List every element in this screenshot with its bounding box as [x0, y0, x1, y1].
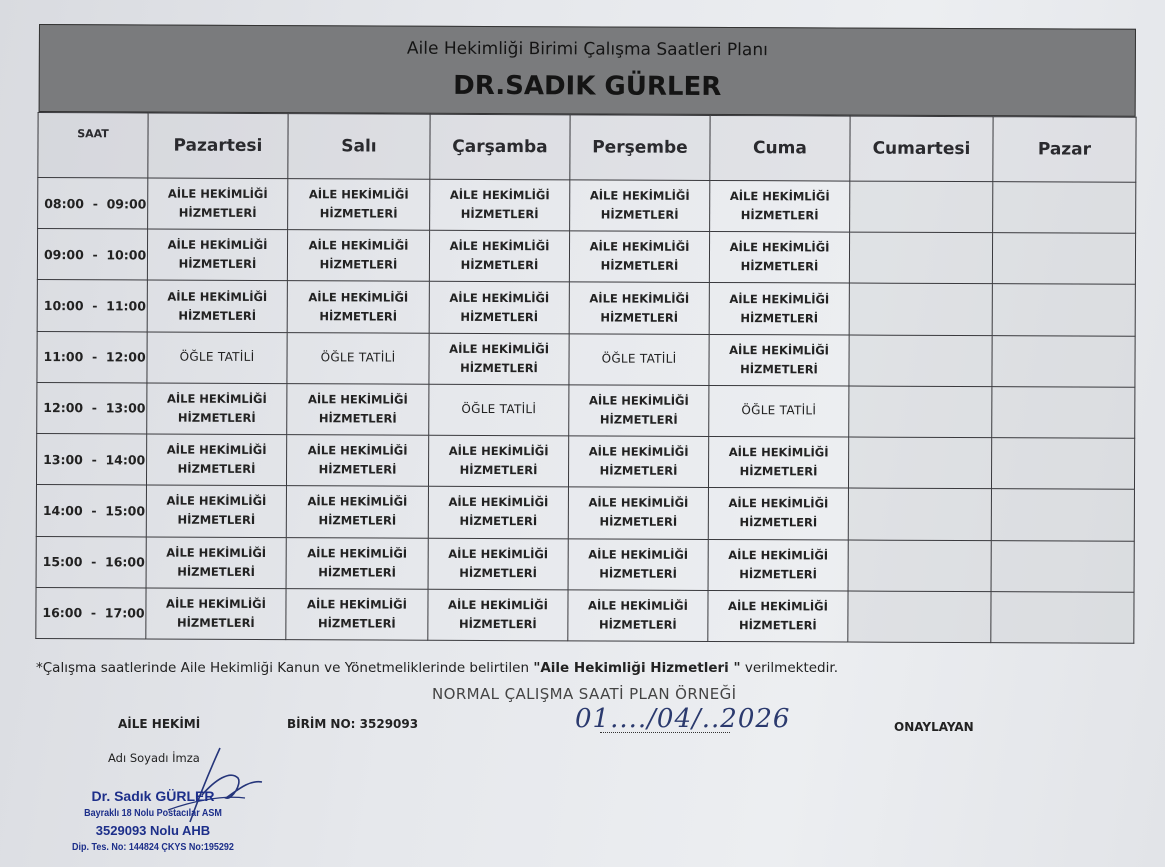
table-row — [36, 587, 1134, 643]
service-cell — [709, 283, 849, 335]
service-cell — [147, 383, 287, 435]
lunch-cell: ÖĞLE TATİLİ — [569, 333, 709, 385]
doctor-stamp — [58, 788, 248, 856]
service-text-line1: AİLE HEKİMLİĞİ — [728, 598, 828, 614]
service-text-line1: AİLE HEKİMLİĞİ — [449, 187, 550, 203]
service-text-line2: HİZMETLERİ — [598, 617, 677, 632]
service-text-line2: HİZMETLERİ — [600, 207, 679, 222]
service-cell — [429, 333, 569, 385]
service-text-line2: HİZMETLERİ — [318, 411, 397, 426]
handwritten-date: 01..../04/..2026 — [575, 704, 791, 734]
birim-no-label: BİRİM NO: 3529093 — [287, 717, 419, 731]
day-header: Cuma — [710, 115, 850, 181]
service-cell — [288, 179, 430, 231]
service-text-line2: HİZMETLERİ — [600, 310, 679, 325]
service-text-line1: AİLE HEKİMLİĞİ — [167, 289, 268, 304]
day-header: Cumartesi — [850, 116, 993, 182]
service-cell — [568, 487, 708, 539]
service-text-line1: AİLE HEKİMLİĞİ — [589, 188, 690, 203]
service-cell — [569, 282, 709, 334]
service-cell — [568, 436, 708, 488]
service-cell — [430, 179, 570, 231]
table-row — [37, 382, 1135, 438]
service-text-line1: AİLE HEKİMLİĞİ — [166, 545, 267, 560]
table-row — [36, 485, 1134, 541]
stamp-unit: 3529093 Nolu AHB — [95, 823, 211, 838]
service-text-line1: AİLE HEKİMLİĞİ — [729, 291, 830, 307]
service-cell — [146, 434, 286, 486]
service-text-line1: AİLE HEKİMLİĞİ — [307, 494, 408, 510]
service-text-line1: AİLE HEKİMLİĞİ — [167, 237, 268, 253]
service-text-line1: AİLE HEKİMLİĞİ — [448, 546, 549, 561]
weekend-empty-cell — [991, 489, 1134, 541]
service-cell — [429, 282, 569, 334]
service-cell — [428, 538, 568, 590]
service-text-line1: AİLE HEKİMLİĞİ — [449, 239, 550, 254]
service-text-line2: HİZMETLERİ — [739, 464, 818, 479]
stamp-asm: Bayraklı 18 Nolu Postacılar ASM — [84, 808, 222, 819]
service-text-line1: AİLE HEKİMLİĞİ — [308, 238, 409, 253]
service-text-line1: AİLE HEKİMLİĞİ — [729, 342, 830, 358]
weekend-empty-cell — [848, 437, 991, 489]
footnote-end-text: verilmektedir. — [740, 660, 838, 676]
time-slot: 09:00 - 10:00 — [37, 229, 147, 281]
day-header: Pazar — [993, 117, 1136, 183]
service-text-line1: AİLE HEKİMLİĞİ — [588, 495, 689, 511]
service-text-line2: HİZMETLERİ — [740, 208, 819, 223]
service-text-line2: HİZMETLERİ — [177, 564, 256, 579]
day-header: Çarşamba — [430, 114, 570, 180]
service-text-line2: HİZMETLERİ — [600, 258, 679, 274]
service-text-line2: HİZMETLERİ — [460, 309, 539, 324]
service-text-line2: HİZMETLERİ — [318, 513, 397, 529]
service-text-line1: AİLE HEKİMLİĞİ — [589, 290, 690, 306]
table-row — [36, 536, 1134, 592]
service-text-line2: HİZMETLERİ — [599, 514, 678, 530]
service-cell — [287, 383, 429, 435]
service-text-line2: HİZMETLERİ — [319, 206, 398, 221]
weekend-empty-cell — [849, 232, 992, 284]
service-text-line1: AİLE HEKİMLİĞİ — [729, 189, 830, 204]
service-text-line2: HİZMETLERİ — [599, 566, 677, 581]
stamp-diploma: Dip. Tes. No: 144824 ÇKYS No:195292 — [72, 842, 234, 853]
service-cell — [286, 588, 428, 640]
time-slot: 13:00 - 14:00 — [36, 434, 146, 486]
service-text-line1: AİLE HEKİMLİĞİ — [166, 596, 266, 611]
aile-hekimi-label: AİLE HEKİMİ — [118, 717, 201, 731]
service-text-line1: AİLE HEKİMLİĞİ — [166, 442, 267, 458]
service-text-line1: AİLE HEKİMLİĞİ — [448, 444, 549, 459]
service-cell — [708, 539, 848, 591]
weekend-empty-cell — [991, 591, 1134, 643]
service-text-line2: HİZMETLERİ — [459, 514, 538, 529]
service-cell — [710, 180, 850, 232]
time-slot: 16:00 - 17:00 — [36, 587, 146, 639]
weekend-empty-cell — [993, 182, 1136, 234]
normal-plan-caption: NORMAL ÇALIŞMA SAATİ PLAN ÖRNEĞİ — [432, 685, 737, 703]
time-slot: 15:00 - 16:00 — [36, 536, 146, 588]
lunch-cell: ÖĞLE TATİLİ — [709, 385, 849, 437]
weekend-empty-cell — [849, 386, 992, 438]
service-cell — [148, 178, 288, 230]
header-row — [38, 113, 1136, 183]
service-cell — [568, 538, 708, 590]
service-cell — [708, 437, 848, 489]
service-text-line1: AİLE HEKİMLİĞİ — [166, 391, 267, 407]
time-slot: 11:00 - 12:00 — [37, 331, 147, 383]
service-cell — [708, 590, 848, 642]
weekend-empty-cell — [848, 591, 991, 643]
table-row — [37, 280, 1135, 336]
day-header: Perşembe — [570, 115, 710, 181]
service-cell — [146, 537, 286, 589]
service-text-line2: HİZMETLERİ — [319, 308, 398, 324]
service-text-line1: AİLE HEKİMLİĞİ — [728, 547, 829, 563]
service-text-line2: HİZMETLERİ — [318, 462, 397, 477]
service-text-line1: AİLE HEKİMLİĞİ — [307, 545, 408, 561]
service-text-line2: HİZMETLERİ — [599, 412, 678, 427]
service-cell — [709, 232, 849, 284]
service-cell — [147, 280, 287, 332]
service-cell — [146, 588, 286, 640]
service-text-line2: HİZMETLERİ — [740, 310, 819, 325]
service-text-line2: HİZMETLERİ — [319, 257, 398, 272]
service-text-line1: AİLE HEKİMLİĞİ — [166, 494, 267, 509]
footnote-bold-text: "Aile Hekimliği Hizmetleri " — [533, 660, 741, 676]
service-text-line2: HİZMETLERİ — [738, 617, 817, 633]
service-text-line1: AİLE HEKİMLİĞİ — [449, 341, 550, 357]
service-text-line2: HİZMETLERİ — [460, 258, 539, 273]
service-text-line2: HİZMETLERİ — [458, 616, 537, 632]
stamp-name: Dr. Sadık GÜRLER — [91, 788, 215, 804]
service-text-line1: AİLE HEKİMLİĞİ — [307, 597, 407, 612]
weekend-empty-cell — [991, 438, 1134, 490]
service-text-line1: AİLE HEKİMLİĞİ — [729, 240, 830, 255]
service-cell — [709, 334, 849, 386]
service-text-line2: HİZMETLERİ — [176, 615, 255, 630]
service-text-line1: AİLE HEKİMLİĞİ — [728, 445, 829, 460]
lunch-cell: ÖĞLE TATİLİ — [287, 332, 429, 384]
service-text-line1: AİLE HEKİMLİĞİ — [448, 597, 548, 613]
service-text-line2: HİZMETLERİ — [460, 360, 538, 375]
service-text-line2: HİZMETLERİ — [177, 410, 256, 425]
weekend-empty-cell — [992, 335, 1135, 387]
service-text-line2: HİZMETLERİ — [599, 463, 678, 479]
weekend-empty-cell — [849, 283, 992, 335]
saat-header: SAAT — [38, 113, 148, 178]
service-cell — [428, 435, 568, 487]
title-band — [39, 24, 1136, 117]
service-text-line2: HİZMETLERİ — [740, 259, 819, 274]
service-text-line1: AİLE HEKİMLİĞİ — [588, 547, 689, 562]
service-cell — [429, 230, 569, 282]
service-text-line2: HİZMETLERİ — [317, 616, 396, 631]
service-cell — [428, 487, 568, 539]
service-text-line1: AİLE HEKİMLİĞİ — [728, 496, 829, 511]
time-slot: 14:00 - 15:00 — [36, 485, 146, 537]
lunch-cell: ÖĞLE TATİLİ — [147, 332, 287, 384]
weekend-empty-cell — [848, 540, 991, 592]
table-row — [38, 178, 1136, 234]
doctor-name: DR.SADIK GÜRLER — [453, 70, 722, 102]
service-text-line1: AİLE HEKİMLİĞİ — [307, 443, 408, 458]
service-text-line1: AİLE HEKİMLİĞİ — [307, 392, 408, 407]
service-text-line2: HİZMETLERİ — [459, 565, 537, 580]
service-cell — [568, 590, 708, 642]
service-text-line2: HİZMETLERİ — [460, 206, 539, 222]
service-cell — [708, 488, 848, 540]
service-text-line1: AİLE HEKİMLİĞİ — [449, 290, 550, 305]
service-text-line2: HİZMETLERİ — [177, 513, 256, 528]
schedule-table — [35, 112, 1136, 644]
weekend-empty-cell — [992, 233, 1135, 285]
weekend-empty-cell — [992, 284, 1135, 336]
service-text-line1: AİLE HEKİMLİĞİ — [588, 393, 689, 408]
weekend-empty-cell — [848, 488, 991, 540]
weekend-empty-cell — [850, 181, 993, 233]
service-text-line2: HİZMETLERİ — [739, 566, 817, 582]
service-text-line1: AİLE HEKİMLİĞİ — [588, 444, 689, 460]
service-cell — [286, 486, 428, 538]
table-row — [37, 331, 1135, 387]
service-text-line2: HİZMETLERİ — [178, 308, 257, 323]
lunch-cell: ÖĞLE TATİLİ — [429, 384, 569, 436]
weekend-empty-cell — [849, 335, 992, 387]
weekend-empty-cell — [991, 540, 1134, 592]
table-row — [36, 434, 1134, 490]
service-cell — [287, 281, 429, 333]
weekend-empty-cell — [992, 387, 1135, 439]
service-text-line1: AİLE HEKİMLİĞİ — [167, 186, 268, 202]
service-text-line1: AİLE HEKİMLİĞİ — [448, 495, 549, 510]
adi-soyadi-imza-label: Adı Soyadı İmza — [108, 751, 200, 765]
onaylayan-label: ONAYLAYAN — [894, 720, 974, 734]
service-text-line2: HİZMETLERİ — [740, 361, 818, 377]
service-text-line1: AİLE HEKİMLİĞİ — [589, 239, 690, 255]
service-cell — [287, 230, 429, 282]
table-row — [37, 229, 1135, 285]
service-cell — [569, 385, 709, 437]
service-text-line2: HİZMETLERİ — [739, 515, 818, 530]
footnote — [36, 660, 838, 676]
service-cell — [428, 589, 568, 641]
service-text-line1: AİLE HEKİMLİĞİ — [588, 598, 688, 613]
service-cell — [147, 229, 287, 281]
service-text-line1: AİLE HEKİMLİĞİ — [308, 289, 409, 305]
service-cell — [146, 485, 286, 537]
day-header: Salı — [288, 114, 430, 180]
service-text-line1: AİLE HEKİMLİĞİ — [308, 187, 409, 202]
document-title: Aile Hekimliği Birimi Çalışma Saatleri Planı — [406, 38, 768, 61]
service-text-line2: HİZMETLERİ — [178, 256, 257, 272]
service-text-line2: HİZMETLERİ — [318, 564, 397, 580]
time-slot: 08:00 - 09:00 — [38, 178, 148, 230]
service-cell — [286, 435, 428, 487]
time-slot: 12:00 - 13:00 — [37, 382, 147, 434]
service-text-line2: HİZMETLERİ — [459, 463, 538, 478]
time-slot: 10:00 - 11:00 — [37, 280, 147, 332]
schedule-sheet — [31, 24, 1146, 645]
service-text-line2: HİZMETLERİ — [178, 205, 257, 221]
service-cell — [569, 231, 709, 283]
service-cell — [570, 180, 710, 232]
footnote-text: *Çalışma saatlerinde Aile Hekimliği Kanun ve Yönetmeliklerinde belirtilen — [36, 660, 534, 676]
service-cell — [286, 537, 428, 589]
service-text-line2: HİZMETLERİ — [177, 461, 256, 477]
day-header: Pazartesi — [148, 113, 288, 179]
